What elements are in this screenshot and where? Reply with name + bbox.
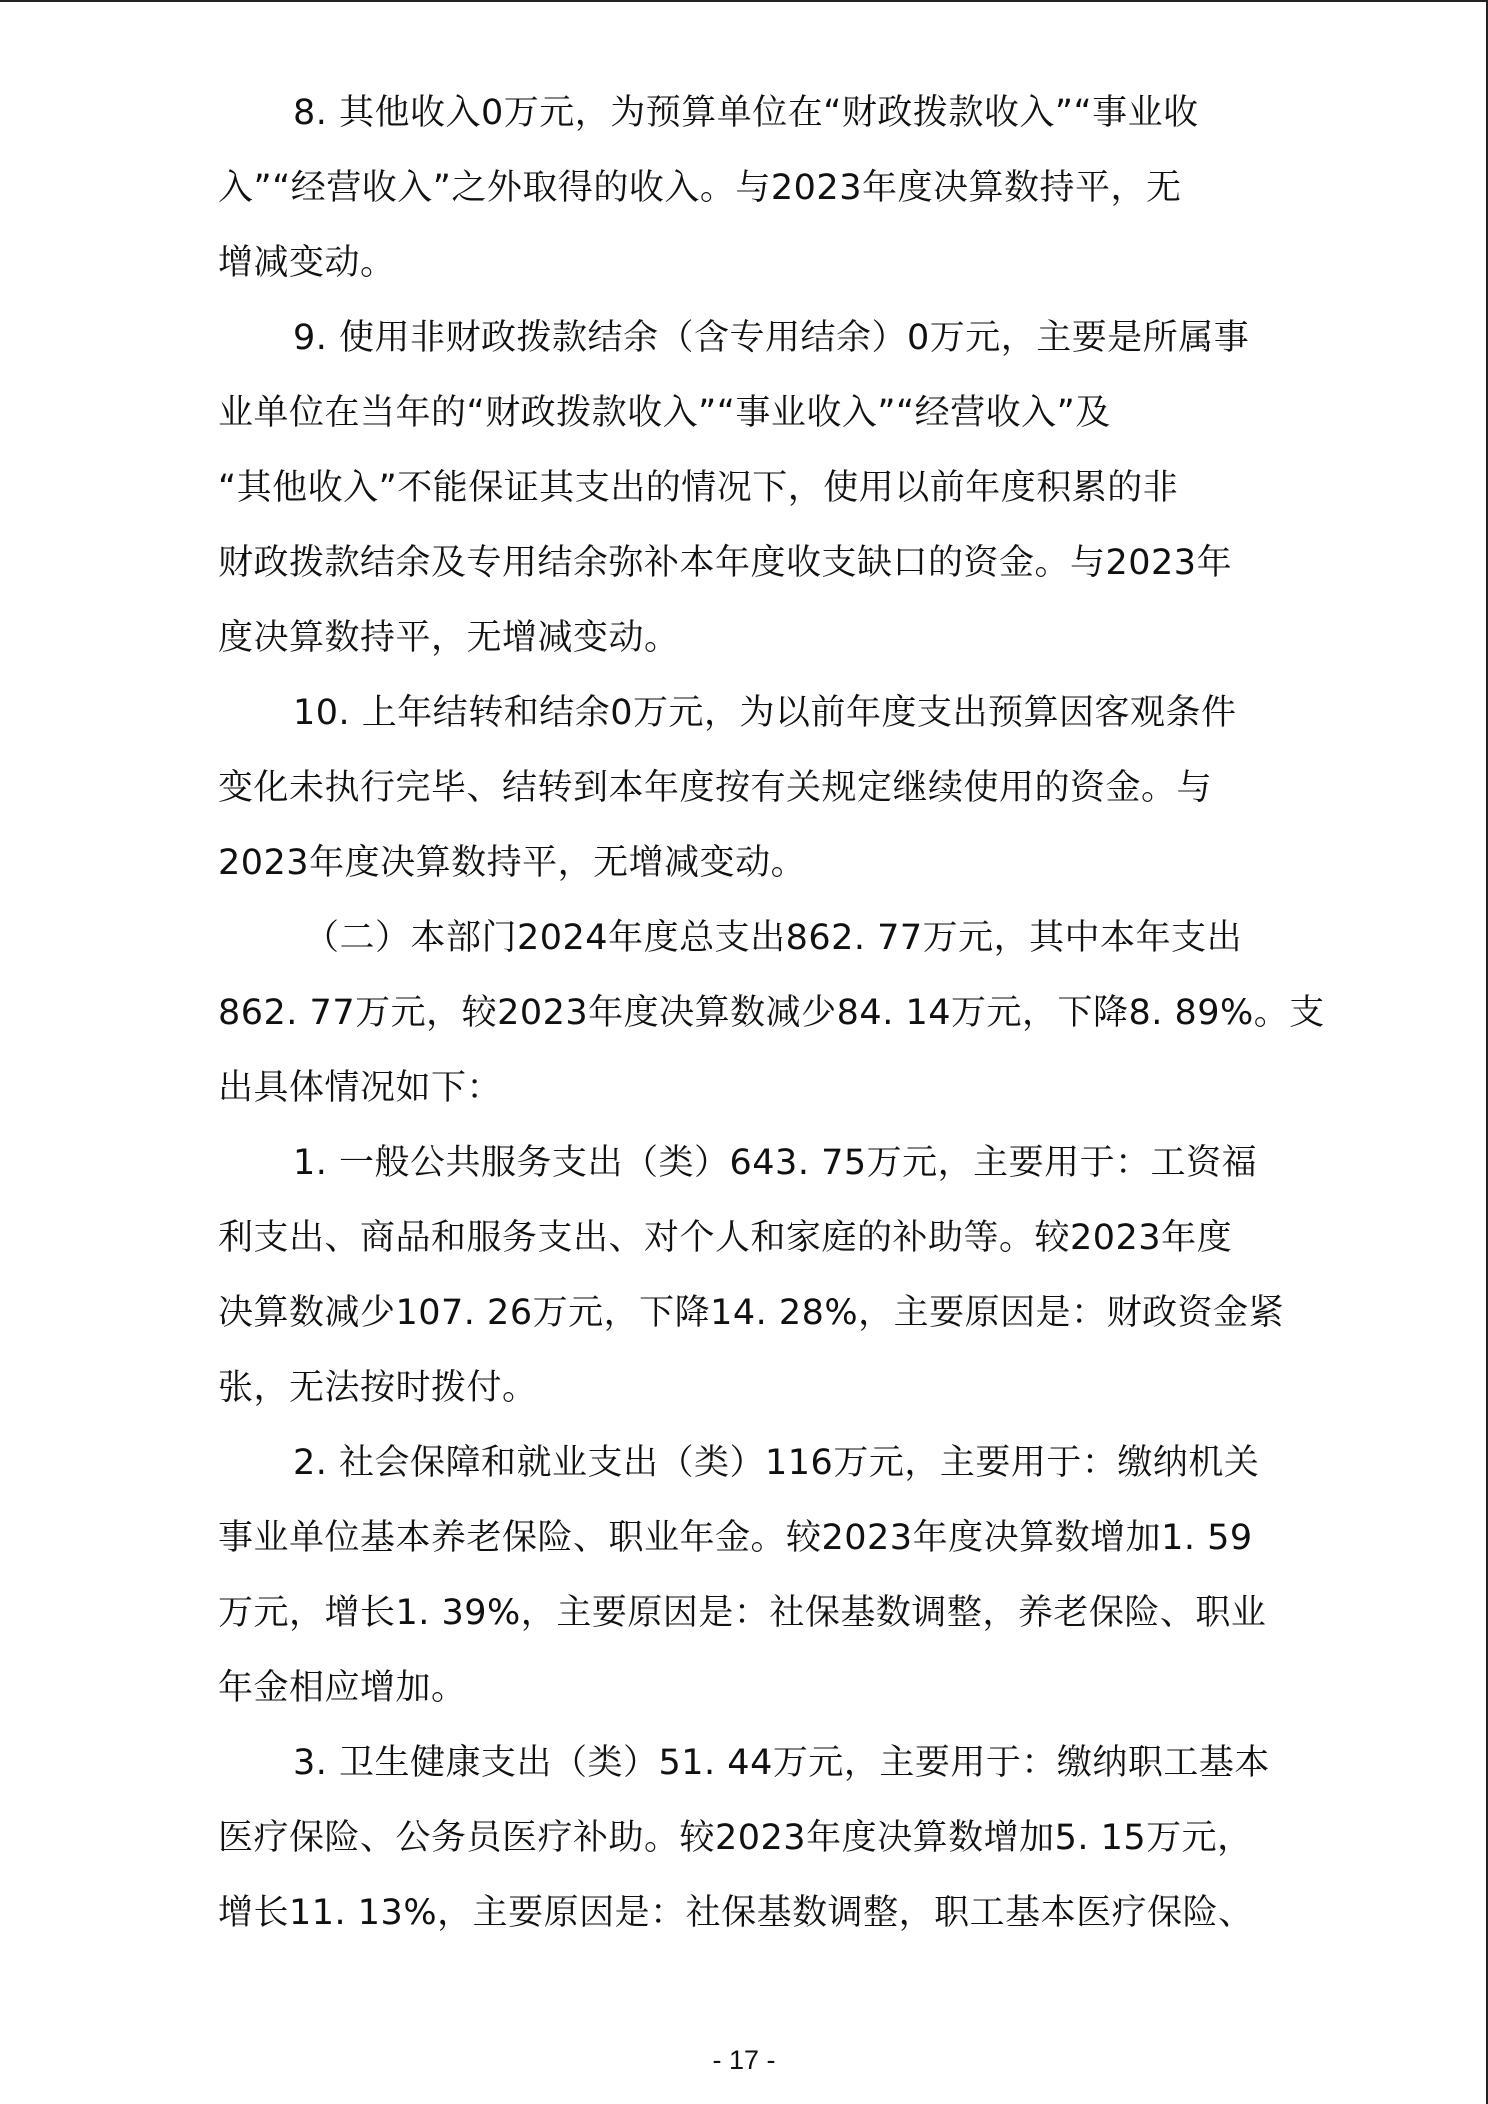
text-line: 增长11. 13%，主要原因是：社保基数调整，职工基本医疗保险、 [218,1893,1254,1933]
text-line: 业单位在当年的“财政拨款收入”“事业收入”“经营收入”及 [218,393,1111,433]
text-line: 利支出、商品和服务支出、对个人和家庭的补助等。较2023年度 [218,1218,1233,1258]
text-line: 1. 一般公共服务支出（类）643. 75万元，主要用于：工资福 [293,1143,1258,1183]
section-heading-line: （二）本部门2024年度总支出862. 77万元，其中本年支出 [304,918,1243,958]
text-line: 出具体情况如下： [218,1068,503,1108]
text-line: 8. 其他收入0万元，为预算单位在“财政拨款收入”“事业收 [293,93,1199,133]
text-line: 2023年度决算数持平，无增减变动。 [218,843,807,883]
text-line: 增减变动。 [218,243,396,283]
text-line: 入”“经营收入”之外取得的收入。与2023年度决算数持平，无 [218,168,1182,208]
text-line: 变化未执行完毕、结转到本年度按有关规定继续使用的资金。与 [218,768,1213,808]
text-line: 事业单位基本养老保险、职业年金。较2023年度决算数增加1. 59 [218,1518,1253,1558]
text-line: 张，无法按时拨付。 [218,1368,538,1408]
page-number: - 17 - [712,2045,776,2075]
text-line: 财政拨款结余及专用结余弥补本年度收支缺口的资金。与2023年 [218,543,1233,583]
text-line: 医疗保险、公务员医疗补助。较2023年度决算数增加5. 15万元， [218,1818,1253,1858]
text-line: 2. 社会保障和就业支出（类）116万元，主要用于：缴纳机关 [293,1443,1260,1483]
text-line: 3. 卫生健康支出（类）51. 44万元，主要用于：缴纳职工基本 [293,1743,1270,1783]
text-line: “其他收入”不能保证其支出的情况下，使用以前年度积累的非 [218,468,1179,508]
text-line: 862. 77万元，较2023年度决算数减少84. 14万元，下降8. 89%。支 [218,993,1325,1033]
text-line: 10. 上年结转和结余0万元，为以前年度支出预算因客观条件 [293,693,1237,733]
text-line: 度决算数持平，无增减变动。 [218,618,680,658]
text-line: 9. 使用非财政拨款结余（含专用结余）0万元，主要是所属事 [293,318,1250,358]
text-line: 决算数减少107. 26万元，下降14. 28%，主要原因是：财政资金紧 [218,1293,1285,1333]
text-line: 万元，增长1. 39%，主要原因是：社保基数调整，养老保险、职业 [218,1593,1267,1633]
text-line: 年金相应增加。 [218,1668,467,1708]
